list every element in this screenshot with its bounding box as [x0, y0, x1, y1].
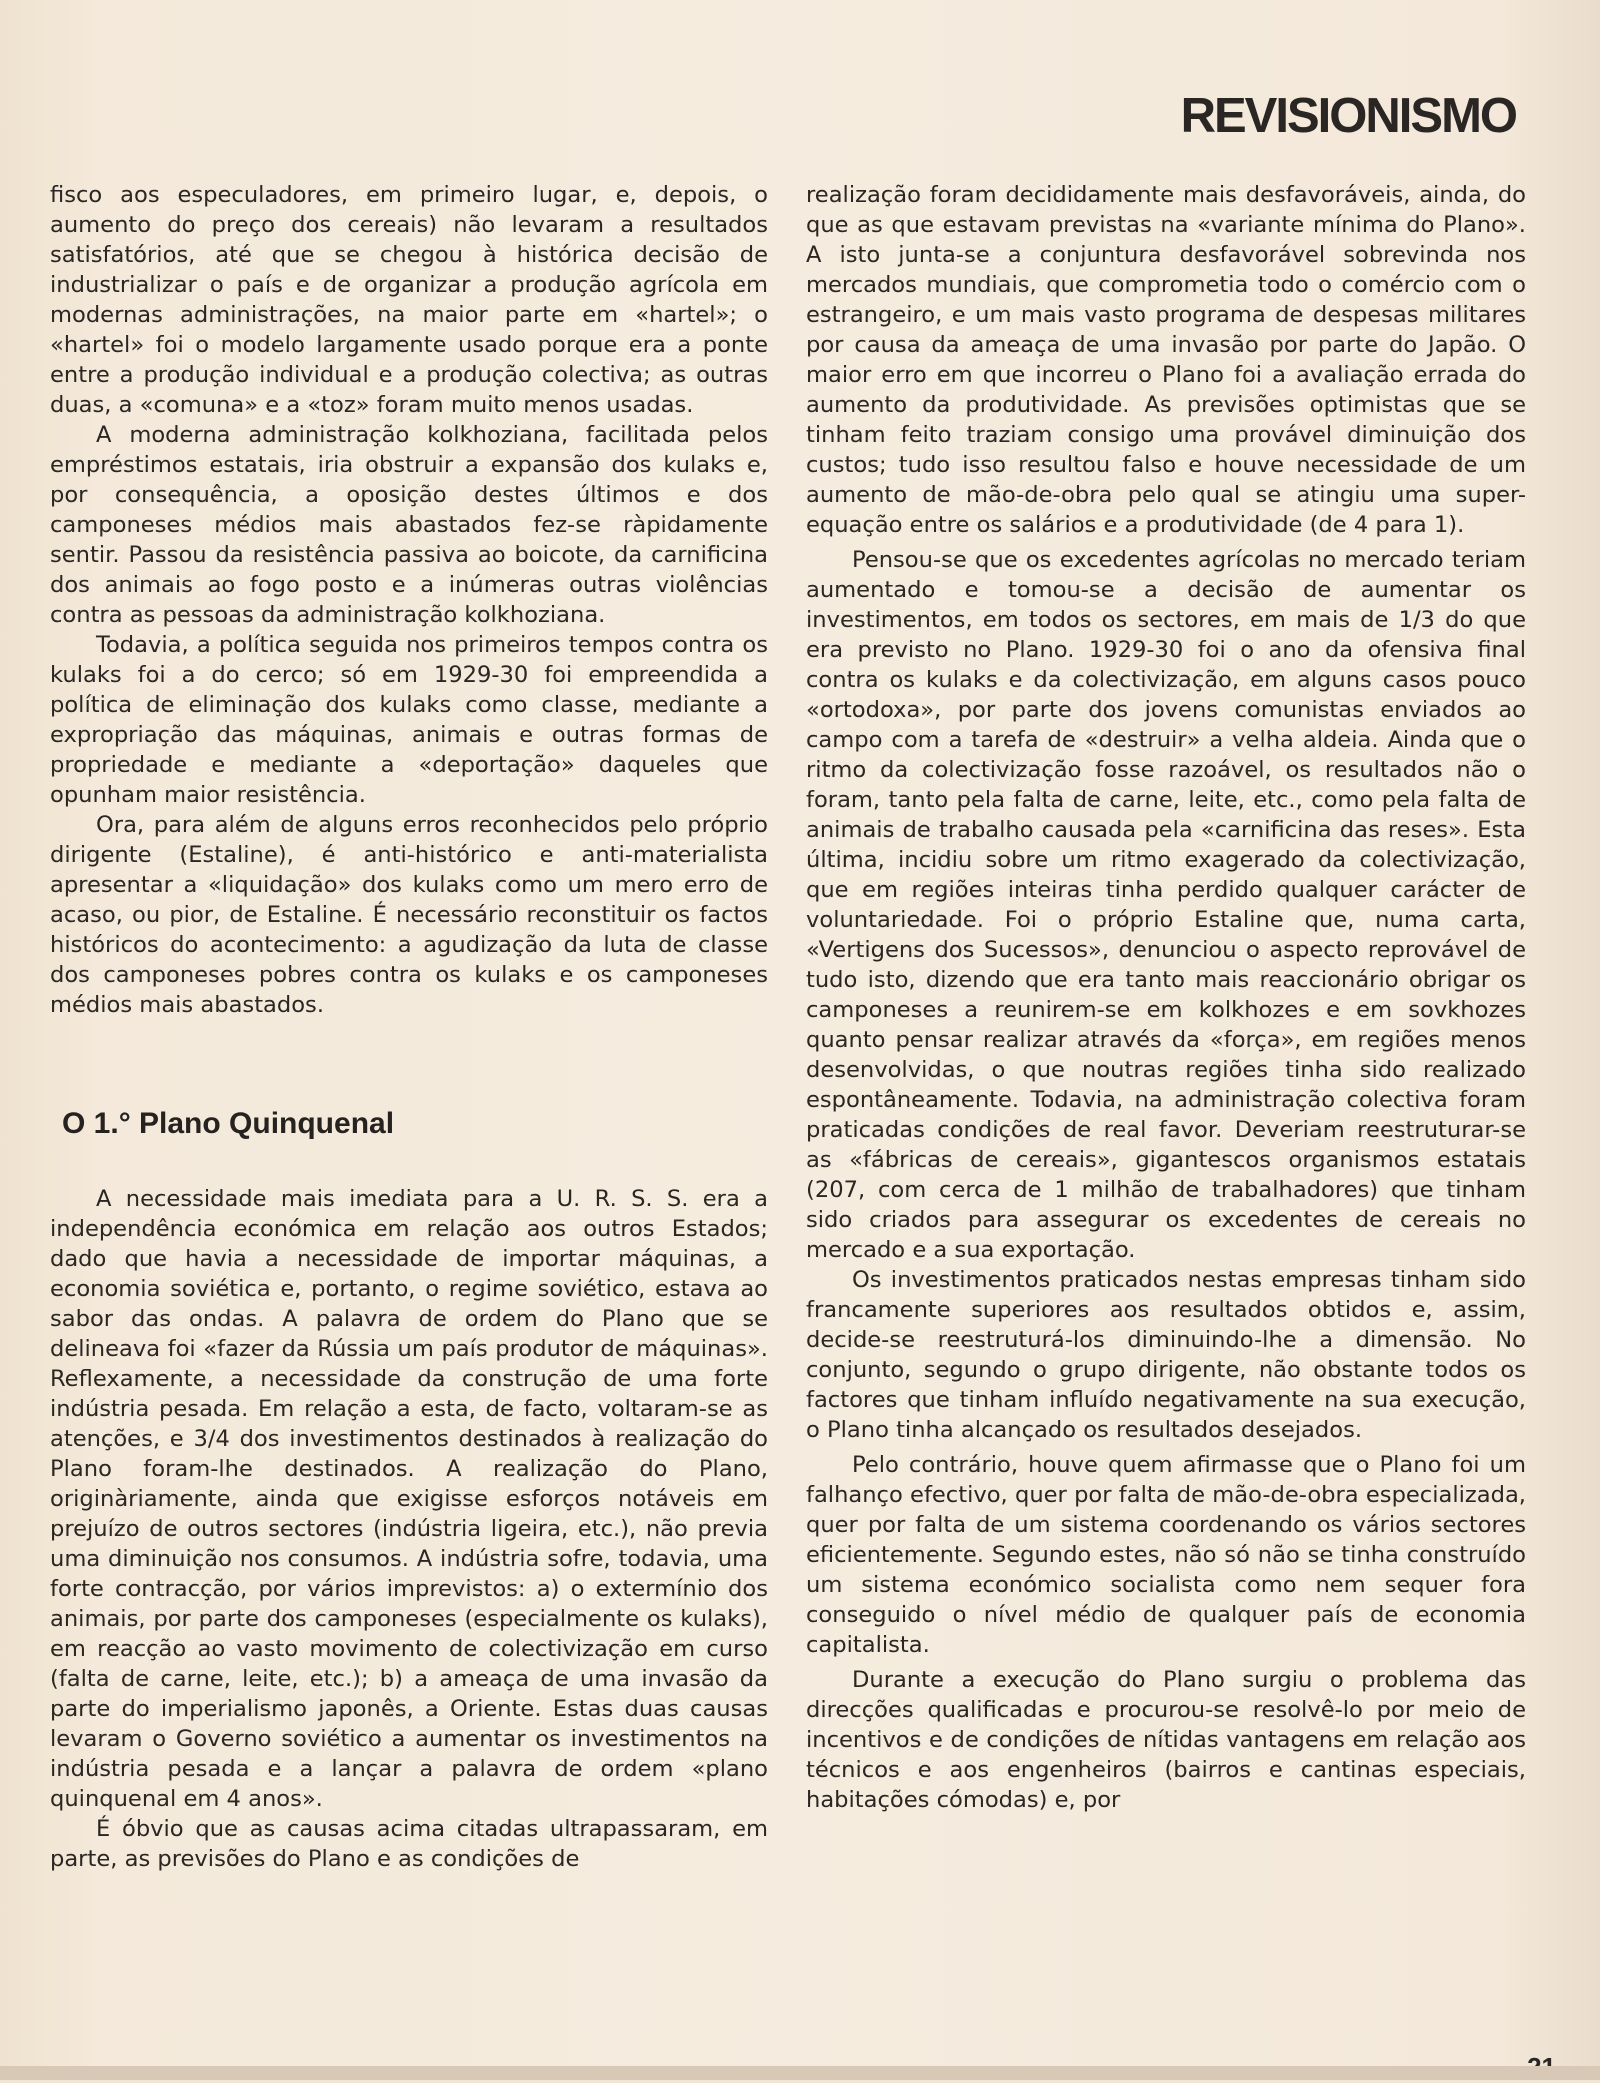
paragraph: A necessidade mais imediata para a U. R. S. S. era a independência económica em relação aos outros Estados; dado que havia a necessidade de importar máquinas, a economia soviética e, portanto, o regime soviético, estava ao sabor das ondas. A palavra de ordem do Plano que se delineava foi «fazer da Rússia um país produtor de máquinas». Reflexamente, a necessidade da construção de uma forte indústria pesada. Em relação a esta, de facto, voltaram-se as atenções, e 3/4 dos investimentos destinados à realização do Plano foram-lhe destinados. A realização do Plano, originàriamente, ainda que exigisse esforços notáveis em prejuízo de outros sectores (indústria ligeira, etc.), não previa uma diminuição nos consumos. A indústria sofre, todavia, uma forte contracção, por vários imprevistos: a) o extermínio dos animais, por parte dos camponeses (especialmente os kulaks), em reacção ao vasto movimento de colectivização em curso (falta de carne, leite, etc.); b) a ameaça de uma invasão da parte do imperialismo japonês, a Oriente. Estas duas causas levaram o Governo soviético a aumentar os investimentos na indústria pesada e a lançar a palavra de ordem «plano quinquenal em 4 anos». — [50, 1186, 768, 1812]
right-column — [806, 180, 1526, 1815]
left-column — [50, 180, 768, 1874]
paragraph: Durante a execução do Plano surgiu o problema das direcções qualificadas e procurou-se resolvê-lo por meio de incentivos e de condições de nítidas vantagens em relação aos técnicos e aos engenheiros (bairros e cantinas especiais, habitações cómodas) e, por — [806, 1667, 1526, 1813]
section-heading: O 1.° Plano Quinquenal — [62, 1107, 395, 1140]
paragraph: A moderna administração kolkhoziana, facilitada pelos empréstimos estatais, iria obstruir a expansão dos kulaks e, por consequência, a oposição destes últimos e dos camponeses médios mais abastados fez-se ràpidamente sentir. Passou da resistência passiva ao boicote, da carnificina dos animais ao fogo posto e a inúmeras outras violências contra as pessoas da administração kolkhoziana. — [50, 422, 768, 628]
section-header: REVISIONISMO — [1180, 89, 1516, 143]
paragraph: Todavia, a política seguida nos primeiros tempos contra os kulaks foi a do cerco; só em 1929-30 foi empreendida a política de eliminação dos kulaks como classe, mediante a expropriação das máquinas, animais e outras formas de propriedade e mediante a «deportação» daqueles que opunham maior resistência. — [50, 632, 768, 808]
paragraph: Pensou-se que os excedentes agrícolas no mercado teriam aumentado e tomou-se a decisão de aumentar os investimentos, em todos os sectores, em mais de 1/3 do que era previsto no Plano. 1929-30 foi o ano da ofensiva final contra os kulaks e da colectivização, em alguns casos pouco «ortodoxa», por parte dos jovens comunistas enviados ao campo com a tarefa de «destruir» a velha aldeia. Ainda que o ritmo da colectivização fosse razoável, os resultados não o foram, tanto pela falta de carne, leite, etc., como pela falta de animais de trabalho causada pela «carnificina das reses». Esta última, incidiu sobre um ritmo exagerado da colectivização, que em regiões inteiras tinha perdido qualquer carácter de voluntariedade. Foi o próprio Estaline que, numa carta, «Vertigens dos Sucessos», denunciou o aspecto reprovável de tudo isto, dizendo que era tanto mais reaccionário obrigar os camponeses a reunirem-se em kolkhozes e em sovkhozes quanto pensar realizar através da «força», em regiões menos desenvolvidas, o que noutras regiões tinha sido realizado espontâneamente. Todavia, na administração colectiva foram praticadas condições de real favor. Deveriam reestruturar-se as «fábricas de cereais», gigantescos organismos estatais (207, com cerca de 1 milhão de trabalhadores) que tinham sido criados para assegurar os excedentes de cereais no mercado e a sua exportação. — [806, 547, 1526, 1263]
paragraph: realização foram decididamente mais desfavoráveis, ainda, do que as que estavam previstas na «variante mínima do Plano». A isto junta-se a conjuntura desfavorável sobrevinda nos mercados mundiais, que comprometia todo o comércio com o estrangeiro, e um mais vasto programa de despesas militares por causa da ameaça de uma invasão por parte do Japão. O maior erro em que incorreu o Plano foi a avaliação errada do aumento da produtividade. As previsões optimistas que se tinham feito traziam consigo uma provável diminuição dos custos; tudo isso resultou falso e houve necessidade de um aumento de mão-de-obra pelo qual se atingiu uma super-equação entre os salários e a produtividade (de 4 para 1). — [806, 182, 1526, 538]
paragraph: Pelo contrário, houve quem afirmasse que o Plano foi um falhanço efectivo, quer por falta de mão-de-obra especializada, quer por falta de um sistema coordenando os vários sectores eficientemente. Segundo estes, não só não se tinha construído um sistema económico socialista como nem sequer fora conseguido o nível médio de qualquer país de economia capitalista. — [806, 1452, 1526, 1658]
page-bottom-edge — [0, 2066, 1600, 2080]
paragraph: Ora, para além de alguns erros reconhecidos pelo próprio dirigente (Estaline), é anti-histórico e anti-materialista apresentar a «liquidação» dos kulaks como um mero erro de acaso, ou pior, de Estaline. É necessário reconstituir os factos históricos do acontecimento: a agudização da luta de classe dos camponeses pobres contra os kulaks e os camponeses médios mais abastados. — [50, 812, 768, 1018]
paragraph: É óbvio que as causas acima citadas ultrapassaram, em parte, as previsões do Plano e as condições de — [50, 1816, 768, 1872]
paragraph: fisco aos especuladores, em primeiro lugar, e, depois, o aumento do preço dos cereais) não levaram a resultados satisfatórios, até que se chegou à histórica decisão de industrializar o país e de organizar a produção agrícola em modernas administrações, na maior parte em «hartel»; o «hartel» foi o modelo largamente usado porque era a ponte entre a produção individual e a produção colectiva; as outras duas, a «comuna» e a «toz» foram muito menos usadas. — [50, 182, 768, 418]
paragraph: Os investimentos praticados nestas empresas tinham sido francamente superiores aos resultados obtidos e, assim, decide-se reestruturá-los diminuindo-lhe a dimensão. No conjunto, segundo o grupo dirigente, não obstante todos os factores que tinham influído negativamente na sua execução, o Plano tinha alcançado os resultados desejados. — [806, 1267, 1526, 1443]
